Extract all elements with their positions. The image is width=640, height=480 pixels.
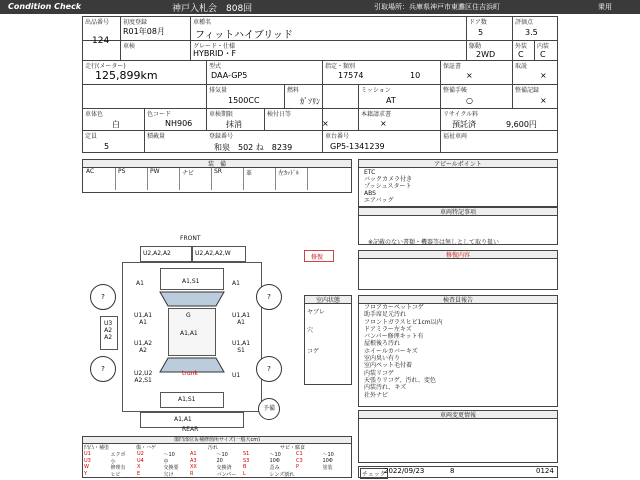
recycle-value: 預託済 (452, 120, 476, 129)
col-line (534, 40, 535, 60)
legend-cell: U3 (84, 457, 91, 464)
inspector-line: 屋根後ろ汚れ (364, 340, 401, 348)
legend-cell: Y (84, 470, 88, 477)
legend-cell: E (137, 470, 141, 477)
legend-cell: A3 (190, 457, 197, 464)
drive-value: 2WD (476, 50, 496, 59)
inspector-line: 社外ナビ (364, 391, 389, 399)
col-line (264, 108, 265, 130)
legend-header: 凹凸・補塗 (84, 445, 110, 451)
int-value: C (540, 50, 546, 59)
reg-label: 初度登録 (123, 19, 148, 26)
inspector-line: フロントガラスヒビ1cm以内 (364, 318, 443, 326)
legend-cell: S1 (243, 451, 250, 457)
col-line (358, 108, 359, 130)
legend-cell: ～10 (163, 452, 175, 458)
interior-burn: コゲ (307, 348, 320, 355)
appeal-line: プッシュスタート (364, 183, 412, 190)
class-label: 指定・類別 (325, 63, 356, 70)
plate-value: 和泉 502 ね 8239 (214, 143, 293, 152)
trunk-label: trunk (182, 370, 198, 377)
ext-value: C (518, 50, 524, 59)
rear-label: REAR (182, 426, 199, 433)
mark-g: G (186, 312, 191, 319)
row-line (82, 60, 558, 61)
inspector-line: 室内ペット毛付着 (364, 362, 413, 370)
col-line (440, 60, 441, 152)
mark-side-left: U3 A2 A2 (104, 320, 113, 341)
owner-label: 本籍請求書 (361, 111, 392, 118)
inspector-line: 天張りリコゲ、汚れ、変色 (364, 376, 436, 384)
legend-cell: U1 (84, 451, 91, 457)
appeal-line: バックカメラ付き (364, 176, 413, 183)
legend-cell: 中 (163, 458, 169, 465)
repair-stamp-label: 修復 (311, 254, 324, 261)
legend-cell: U2 (137, 451, 144, 457)
legend-cell: XX (190, 464, 197, 470)
check-date: 2022/09/23 (384, 467, 425, 475)
doors-value: 5 (478, 28, 484, 37)
chassis-label: 車台番号 (325, 133, 350, 140)
appeal-line: ABS (364, 190, 376, 197)
legend-cell: 10Φ (322, 457, 333, 464)
legend-cell: バンパー (216, 471, 237, 478)
check-code: 0124 (536, 467, 554, 475)
cc-label: 排気量 (209, 87, 228, 94)
inspector-line: 内装リコゲ (364, 369, 394, 377)
legend-title: 傷凹部位＆補修箇所サイズ(一般大cm) (82, 436, 352, 444)
check-label: チェック (360, 468, 388, 479)
inspector-line: 室内臭い有り (364, 355, 401, 363)
pickup-location: 引取場所：兵庫県神戸市東灘区住吉浜町 (374, 3, 500, 11)
equipment-item: ナビ (180, 168, 212, 190)
equipment-item: PW (148, 168, 180, 190)
legend-cell: A1 (190, 451, 197, 457)
col-line (284, 84, 285, 108)
grade-value: HYBRID・F (193, 49, 237, 58)
legend-cell: R (190, 470, 194, 477)
legend-cell: 修理有 (110, 465, 126, 471)
col-line (512, 16, 513, 108)
record-label: 整備手帳 (443, 87, 468, 94)
legend-cell: C1 (296, 451, 303, 457)
legend-cell: ～10 (322, 452, 334, 458)
import-label: 検付日等 (267, 111, 292, 118)
mark-roof-front: A1,S1 (182, 278, 200, 285)
record2-label: 整備記録 (515, 87, 540, 94)
legend-cell: S3 (243, 457, 250, 464)
header-bar (0, 0, 640, 14)
car-name: フィットハイブリッド (195, 30, 293, 41)
legend-cell: C3 (296, 457, 303, 464)
inspector-lines (364, 304, 443, 399)
model-label: 型式 (209, 63, 222, 70)
interior-tear: ヤブレ (307, 309, 325, 316)
interior-title: 室内状態 (304, 295, 352, 304)
legend-cell: ヒビ (110, 471, 121, 478)
vehicle-type: 乗用 (598, 3, 612, 11)
mark-fender-right: A1 (232, 280, 240, 287)
legend-cell: エクボ (110, 452, 126, 458)
doors-label: ドア数 (469, 19, 487, 26)
class-a: 17574 (338, 71, 364, 80)
colorcode-value: NH906 (165, 119, 193, 128)
inspector-line: 助手席足元汚れ (364, 311, 407, 319)
grade-label: グレード・仕様 (193, 43, 236, 50)
legend-cell: ～10 (216, 452, 228, 458)
mark-left-rear: U2,U2 A2,S1 (134, 370, 153, 384)
appeal-lines (364, 169, 412, 204)
legend-cell: 交換済 (216, 465, 232, 471)
mark-left-door-1: U1,A1 A1 (134, 312, 153, 326)
welfare-label: 福祉車両 (443, 133, 468, 140)
color-label: 車体色 (85, 111, 104, 118)
legend-header: 傷・ハゲ (136, 445, 157, 451)
recycle-label: リサイクル料 (443, 111, 479, 118)
appeal-line: ETC (364, 169, 376, 176)
legend-cell: 歪み (269, 465, 280, 471)
warranty-value: × (466, 71, 473, 80)
color-value: 白 (112, 120, 120, 129)
record-value: ○ (466, 96, 473, 105)
spare-tire: 予備 (258, 398, 280, 420)
car-diagram (82, 232, 302, 432)
fuel-label: 燃料 (287, 87, 300, 94)
recycle-amount: 9,600円 (506, 120, 537, 129)
legend-cell: ～10 (269, 452, 281, 458)
insp-period-label: 車検期限 (209, 111, 234, 118)
mark-right-door-1: U1,A1 A1 (232, 312, 251, 326)
lot-label: 出品番号 (85, 19, 110, 26)
inspect-label: 車検 (123, 43, 136, 50)
appeal-line: エアバッグ (364, 197, 394, 204)
equipment-title: 装 備 (82, 159, 352, 168)
legend-cell: レンズ割れ (269, 471, 295, 478)
legend-cell: L (243, 470, 246, 477)
inspector-line: バンパー修理キット有 (364, 333, 424, 341)
legend-cell: 交換要 (163, 465, 179, 471)
score-value: 3.5 (525, 28, 538, 37)
equipment-item: 革 (244, 168, 276, 190)
class-b: 10 (410, 71, 421, 80)
mission-label: ミッション (361, 87, 391, 94)
legend-cell: 塗装 (322, 465, 333, 471)
equipment-item: SR (212, 168, 244, 190)
special-note: ※記載のない書類・機器等は無しとして取り扱い (368, 239, 500, 246)
legend-cell: U4 (137, 457, 144, 464)
mark-left-door-2: U1,A2 A2 (134, 340, 153, 354)
inspector-line: ホイールカバーキズ (364, 347, 418, 355)
wheel-rear-left: ? (90, 356, 116, 382)
seats-value: 5 (104, 142, 110, 151)
legend-cell: 10Φ (269, 457, 280, 464)
col-line (144, 108, 145, 152)
equipment-item: 左ｶｯﾄﾞﾙ (276, 168, 308, 190)
wheel-front-right: ? (256, 284, 282, 310)
mark-rear: A1,S1 (178, 396, 196, 403)
manual-label: 取説 (515, 63, 528, 70)
mark-hood-right: U2,A2,A2,W (195, 250, 231, 257)
mark-right-rear: U1 (232, 372, 241, 379)
insp-period-value: 抹消 (226, 120, 242, 129)
row-line (82, 40, 558, 41)
equipment-item: PS (116, 168, 148, 190)
windshield (154, 290, 230, 308)
chassis-value: GP5-1341239 (330, 142, 385, 151)
seats-label: 定員 (85, 133, 98, 140)
drive-label: 駆動 (469, 43, 482, 50)
reg-date: R01年08月 (123, 27, 165, 36)
mark-hood-left: U2,A2,A2 (143, 250, 171, 257)
repair-title: 修復内容 (358, 250, 558, 259)
wheel-rear-right: ? (256, 356, 282, 382)
inspector-title: 検査員報告 (358, 295, 558, 304)
col-line (120, 16, 121, 60)
col-line (206, 60, 207, 130)
inspector-line: ドアミラー左キズ (364, 325, 412, 333)
col-line (190, 16, 191, 60)
model-value: DAA-GP5 (211, 71, 248, 80)
check-number: 8 (450, 467, 455, 475)
score-label: 評価点 (515, 19, 534, 26)
owner-value: × (380, 119, 387, 128)
cc-value: 1500CC (228, 96, 260, 105)
row-line (82, 84, 558, 85)
brand-title: Condition Check (8, 2, 82, 11)
mark-center: A1,A1 (180, 330, 198, 337)
int-label: 内装 (537, 43, 550, 50)
interior-hole: 穴 (307, 327, 314, 334)
change-title: 車両変更情報 (358, 410, 558, 419)
legend-cell: 小 (110, 458, 116, 465)
col-line (466, 16, 467, 60)
colorcode-label: 色コード (147, 111, 172, 118)
ext-label: 外装 (515, 43, 528, 50)
front-label: FRONT (180, 235, 201, 242)
special-title: 車両特記事項 (358, 207, 558, 216)
legend-cell: 20 (216, 457, 223, 464)
col-line (358, 84, 359, 108)
plate-label: 登録番号 (209, 133, 234, 140)
appeal-title: アピールポイント (358, 159, 558, 168)
legend-header: 汚れ (208, 445, 219, 451)
name-label: 車種名 (193, 19, 212, 26)
auction-title: 神戸入札会 808回 (172, 4, 253, 14)
legend-cell: P (296, 464, 300, 470)
record2-value: × (540, 96, 547, 105)
mark-fender-left: A1 (136, 280, 144, 287)
legend-cell: W (84, 464, 89, 470)
inspector-line: 内装汚れ、キズ (364, 384, 407, 392)
fuel-value: ｶﾞｿﾘﾝ (300, 97, 320, 106)
load-label: 積載量 (147, 133, 166, 140)
lot-number: 124 (92, 36, 110, 46)
wheel-front-left: ? (90, 284, 116, 310)
mileage-label: 走行(メーター) (85, 63, 126, 70)
import-value: × (322, 119, 329, 128)
legend-cell: B (243, 464, 247, 470)
legend-cell: X (137, 464, 141, 470)
inspector-line: フロアカーペットコゲ (364, 304, 424, 311)
mission-value: AT (386, 96, 396, 105)
legend-header: サビ・腐食 (280, 445, 306, 451)
legend-cell: 欠け (163, 471, 174, 478)
mileage-value: 125,899km (95, 69, 158, 82)
mark-right-door-2: U1,A1 S1 (232, 340, 251, 354)
mark-rear-bumper: A1,A1 (174, 416, 192, 423)
manual-value: × (540, 71, 547, 80)
col-line (322, 60, 323, 152)
equipment-item: AC (84, 168, 116, 190)
warranty-label: 保証書 (443, 63, 462, 70)
